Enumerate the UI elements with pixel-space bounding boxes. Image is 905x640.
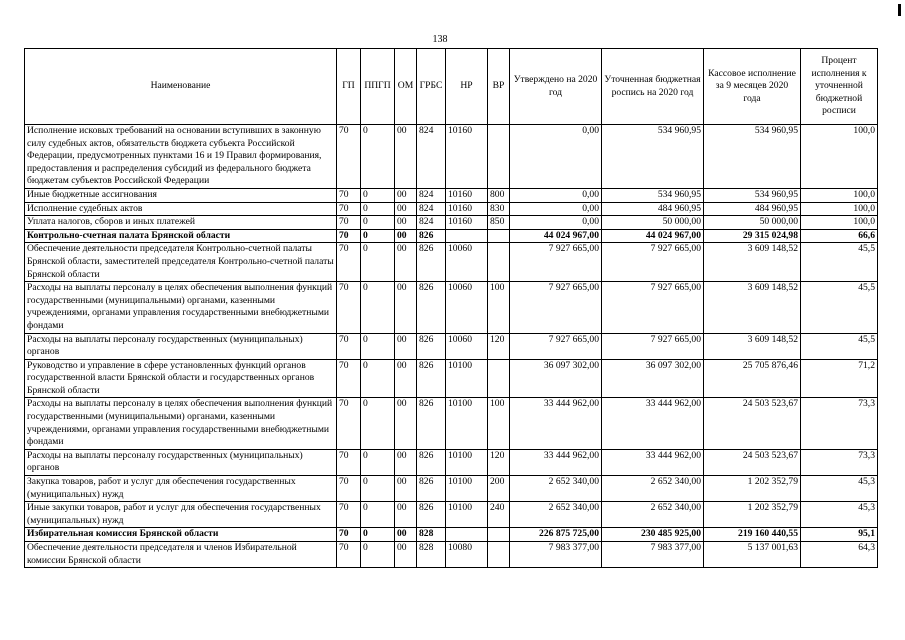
cell-vr: 830 (488, 202, 510, 216)
cell-nr: 10100 (446, 449, 488, 475)
cell-gp: 70 (337, 282, 361, 333)
cell-nr: 10160 (446, 188, 488, 202)
cell-approved: 7 927 665,00 (510, 243, 602, 282)
cell-percent: 73,3 (801, 449, 878, 475)
cell-gp: 70 (337, 542, 361, 568)
cell-gp: 70 (337, 229, 361, 243)
cell-nr: 10160 (446, 216, 488, 230)
cell-om: 00 (395, 125, 417, 189)
cell-om: 00 (395, 476, 417, 502)
cell-refined: 7 927 665,00 (602, 333, 704, 359)
table-row (25, 542, 878, 568)
cell-nr: 10160 (446, 202, 488, 216)
cell-ppgp: 0 (361, 243, 395, 282)
col-cash-header: Кассовое исполнение за 9 месяцев 2020 года (704, 49, 801, 125)
cell-percent: 66,6 (801, 229, 878, 243)
col-grbs-header: ГРБС (417, 49, 446, 125)
cell-gp: 70 (337, 125, 361, 189)
cell-name: Исполнение исковых требований на основании вступивших в законную силу судебных актов, обязательств бюджета субъекта Российской Федерации, предусмотренных пунктами 16 и 19 Правил формирования, предоставления и распределения субсидий из федерального бюджета бюджетам субъектов Российской Федерации (25, 125, 337, 189)
cell-refined: 36 097 302,00 (602, 359, 704, 398)
cell-ppgp: 0 (361, 502, 395, 528)
cell-om: 00 (395, 216, 417, 230)
cell-refined: 2 652 340,00 (602, 502, 704, 528)
cell-approved: 0,00 (510, 202, 602, 216)
cell-percent: 100,0 (801, 202, 878, 216)
cell-nr: 10080 (446, 542, 488, 568)
cell-gp: 70 (337, 333, 361, 359)
cell-name: Расходы на выплаты персоналу государственных (муниципальных) органов (25, 333, 337, 359)
cell-nr: 10060 (446, 333, 488, 359)
cell-cash: 534 960,95 (704, 188, 801, 202)
cell-name: Руководство и управление в сфере установленных функций органов государственной власти Брянской области и государственных органов Брянской области (25, 359, 337, 398)
cell-ppgp: 0 (361, 476, 395, 502)
cell-nr (446, 528, 488, 542)
cell-approved: 33 444 962,00 (510, 398, 602, 449)
cell-vr (488, 125, 510, 189)
cell-grbs: 826 (417, 282, 446, 333)
header-row (25, 49, 878, 125)
cell-nr: 10100 (446, 398, 488, 449)
cell-ppgp: 0 (361, 229, 395, 243)
cell-percent: 45,3 (801, 476, 878, 502)
cell-gp: 70 (337, 476, 361, 502)
cell-nr: 10060 (446, 243, 488, 282)
cell-refined: 33 444 962,00 (602, 449, 704, 475)
cell-percent: 45,5 (801, 243, 878, 282)
col-om-header: ОМ (395, 49, 417, 125)
cell-refined: 230 485 925,00 (602, 528, 704, 542)
cell-grbs: 826 (417, 449, 446, 475)
cell-nr (446, 229, 488, 243)
cell-cash: 484 960,95 (704, 202, 801, 216)
table-row (25, 282, 878, 333)
cell-gp: 70 (337, 359, 361, 398)
table-row (25, 449, 878, 475)
cell-om: 00 (395, 398, 417, 449)
cell-ppgp: 0 (361, 528, 395, 542)
cell-gp: 70 (337, 449, 361, 475)
cell-grbs: 828 (417, 528, 446, 542)
cell-ppgp: 0 (361, 282, 395, 333)
cell-grbs: 826 (417, 398, 446, 449)
cell-om: 00 (395, 202, 417, 216)
cell-approved: 2 652 340,00 (510, 476, 602, 502)
cell-approved: 36 097 302,00 (510, 359, 602, 398)
cell-om: 00 (395, 449, 417, 475)
page-number: 138 (432, 34, 448, 45)
table-row (25, 229, 878, 243)
cell-vr: 240 (488, 502, 510, 528)
cell-grbs: 826 (417, 502, 446, 528)
cell-cash: 3 609 148,52 (704, 282, 801, 333)
cell-nr: 10160 (446, 125, 488, 189)
cell-refined: 44 024 967,00 (602, 229, 704, 243)
cell-refined: 50 000,00 (602, 216, 704, 230)
cell-approved: 0,00 (510, 188, 602, 202)
cell-grbs: 824 (417, 202, 446, 216)
cell-percent: 100,0 (801, 125, 878, 189)
cell-gp: 70 (337, 398, 361, 449)
col-nr-header: НР (446, 49, 488, 125)
cell-name: Исполнение судебных актов (25, 202, 337, 216)
col-name-header: Наименование (25, 49, 337, 125)
cell-grbs: 826 (417, 229, 446, 243)
cell-gp: 70 (337, 243, 361, 282)
edge-mark (898, 4, 901, 16)
cell-refined: 7 983 377,00 (602, 542, 704, 568)
cell-ppgp: 0 (361, 398, 395, 449)
cell-percent: 71,2 (801, 359, 878, 398)
cell-grbs: 824 (417, 125, 446, 189)
cell-ppgp: 0 (361, 202, 395, 216)
cell-percent: 45,5 (801, 333, 878, 359)
cell-nr: 10100 (446, 476, 488, 502)
cell-nr: 10100 (446, 359, 488, 398)
cell-cash: 25 705 876,46 (704, 359, 801, 398)
cell-approved: 7 927 665,00 (510, 333, 602, 359)
cell-grbs: 826 (417, 243, 446, 282)
cell-refined: 2 652 340,00 (602, 476, 704, 502)
cell-om: 00 (395, 243, 417, 282)
cell-vr: 200 (488, 476, 510, 502)
cell-refined: 7 927 665,00 (602, 243, 704, 282)
cell-cash: 24 503 523,67 (704, 398, 801, 449)
table-row (25, 398, 878, 449)
col-percent-header: Процент исполнения к уточненной бюджетной росписи (801, 49, 878, 125)
cell-vr (488, 542, 510, 568)
cell-approved: 226 875 725,00 (510, 528, 602, 542)
cell-om: 00 (395, 502, 417, 528)
cell-cash: 1 202 352,79 (704, 476, 801, 502)
cell-percent: 95,1 (801, 528, 878, 542)
table-row (25, 359, 878, 398)
table-row (25, 476, 878, 502)
cell-nr: 10060 (446, 282, 488, 333)
col-approved-header: Утверждено на 2020 год (510, 49, 602, 125)
cell-vr: 100 (488, 398, 510, 449)
cell-ppgp: 0 (361, 359, 395, 398)
table-row (25, 202, 878, 216)
cell-percent: 100,0 (801, 216, 878, 230)
cell-gp: 70 (337, 188, 361, 202)
cell-name: Контрольно-счетная палата Брянской области (25, 229, 337, 243)
cell-om: 00 (395, 229, 417, 243)
cell-gp: 70 (337, 502, 361, 528)
cell-vr (488, 359, 510, 398)
cell-percent: 100,0 (801, 188, 878, 202)
budget-table (24, 48, 878, 568)
cell-om: 00 (395, 282, 417, 333)
cell-grbs: 824 (417, 188, 446, 202)
cell-cash: 29 315 024,98 (704, 229, 801, 243)
cell-approved: 44 024 967,00 (510, 229, 602, 243)
cell-name: Закупка товаров, работ и услуг для обеспечения государственных (муниципальных) нужд (25, 476, 337, 502)
table-row (25, 502, 878, 528)
cell-grbs: 824 (417, 216, 446, 230)
cell-grbs: 828 (417, 542, 446, 568)
cell-name: Обеспечение деятельности председателя Контрольно-счетной палаты Брянской области, заместителей председателя Контрольно-счетной палаты Брянской области (25, 243, 337, 282)
cell-ppgp: 0 (361, 449, 395, 475)
cell-cash: 24 503 523,67 (704, 449, 801, 475)
cell-ppgp: 0 (361, 542, 395, 568)
cell-cash: 50 000,00 (704, 216, 801, 230)
cell-approved: 2 652 340,00 (510, 502, 602, 528)
cell-name: Расходы на выплаты персоналу в целях обеспечения выполнения функций государственными (муниципальными) органами, казенными учреждениями, органами управления государственными внебюджетными фондами (25, 398, 337, 449)
cell-percent: 45,5 (801, 282, 878, 333)
cell-om: 00 (395, 333, 417, 359)
cell-approved: 33 444 962,00 (510, 449, 602, 475)
cell-vr: 120 (488, 449, 510, 475)
cell-refined: 484 960,95 (602, 202, 704, 216)
cell-gp: 70 (337, 216, 361, 230)
cell-cash: 3 609 148,52 (704, 333, 801, 359)
cell-name: Иные бюджетные ассигнования (25, 188, 337, 202)
cell-ppgp: 0 (361, 333, 395, 359)
cell-vr (488, 243, 510, 282)
cell-om: 00 (395, 188, 417, 202)
table-row (25, 528, 878, 542)
cell-approved: 0,00 (510, 125, 602, 189)
cell-vr: 100 (488, 282, 510, 333)
table-row (25, 333, 878, 359)
cell-name: Избирательная комиссия Брянской области (25, 528, 337, 542)
cell-vr (488, 229, 510, 243)
cell-vr: 800 (488, 188, 510, 202)
cell-name: Иные закупки товаров, работ и услуг для обеспечения государственных (муниципальных) нужд (25, 502, 337, 528)
cell-percent: 73,3 (801, 398, 878, 449)
cell-percent: 64,3 (801, 542, 878, 568)
cell-approved: 7 927 665,00 (510, 282, 602, 333)
cell-approved: 0,00 (510, 216, 602, 230)
cell-refined: 534 960,95 (602, 188, 704, 202)
cell-om: 00 (395, 359, 417, 398)
cell-ppgp: 0 (361, 216, 395, 230)
cell-vr: 120 (488, 333, 510, 359)
cell-om: 00 (395, 542, 417, 568)
cell-refined: 33 444 962,00 (602, 398, 704, 449)
cell-cash: 3 609 148,52 (704, 243, 801, 282)
cell-grbs: 826 (417, 359, 446, 398)
col-ppgp-header: ППГП (361, 49, 395, 125)
col-refined-header: Уточненная бюджетная роспись на 2020 год (602, 49, 704, 125)
cell-nr: 10100 (446, 502, 488, 528)
cell-approved: 7 983 377,00 (510, 542, 602, 568)
cell-name: Уплата налогов, сборов и иных платежей (25, 216, 337, 230)
cell-grbs: 826 (417, 333, 446, 359)
cell-grbs: 826 (417, 476, 446, 502)
cell-cash: 219 160 440,55 (704, 528, 801, 542)
cell-percent: 45,3 (801, 502, 878, 528)
cell-cash: 5 137 001,63 (704, 542, 801, 568)
cell-refined: 534 960,95 (602, 125, 704, 189)
cell-name: Расходы на выплаты персоналу государственных (муниципальных) органов (25, 449, 337, 475)
cell-vr (488, 528, 510, 542)
table-row (25, 188, 878, 202)
table-body (25, 125, 878, 568)
cell-refined: 7 927 665,00 (602, 282, 704, 333)
table-row (25, 243, 878, 282)
cell-ppgp: 0 (361, 125, 395, 189)
cell-gp: 70 (337, 528, 361, 542)
col-gp-header: ГП (337, 49, 361, 125)
cell-om: 00 (395, 528, 417, 542)
cell-cash: 534 960,95 (704, 125, 801, 189)
cell-gp: 70 (337, 202, 361, 216)
table-row (25, 216, 878, 230)
cell-name: Обеспечение деятельности председателя и членов Избирательной комиссии Брянской области (25, 542, 337, 568)
table-row (25, 125, 878, 189)
cell-name: Расходы на выплаты персоналу в целях обеспечения выполнения функций государственными (муниципальными) органами, казенными учреждениями, органами управления государственными внебюджетными фондами (25, 282, 337, 333)
cell-vr: 850 (488, 216, 510, 230)
cell-cash: 1 202 352,79 (704, 502, 801, 528)
col-vr-header: ВР (488, 49, 510, 125)
cell-ppgp: 0 (361, 188, 395, 202)
